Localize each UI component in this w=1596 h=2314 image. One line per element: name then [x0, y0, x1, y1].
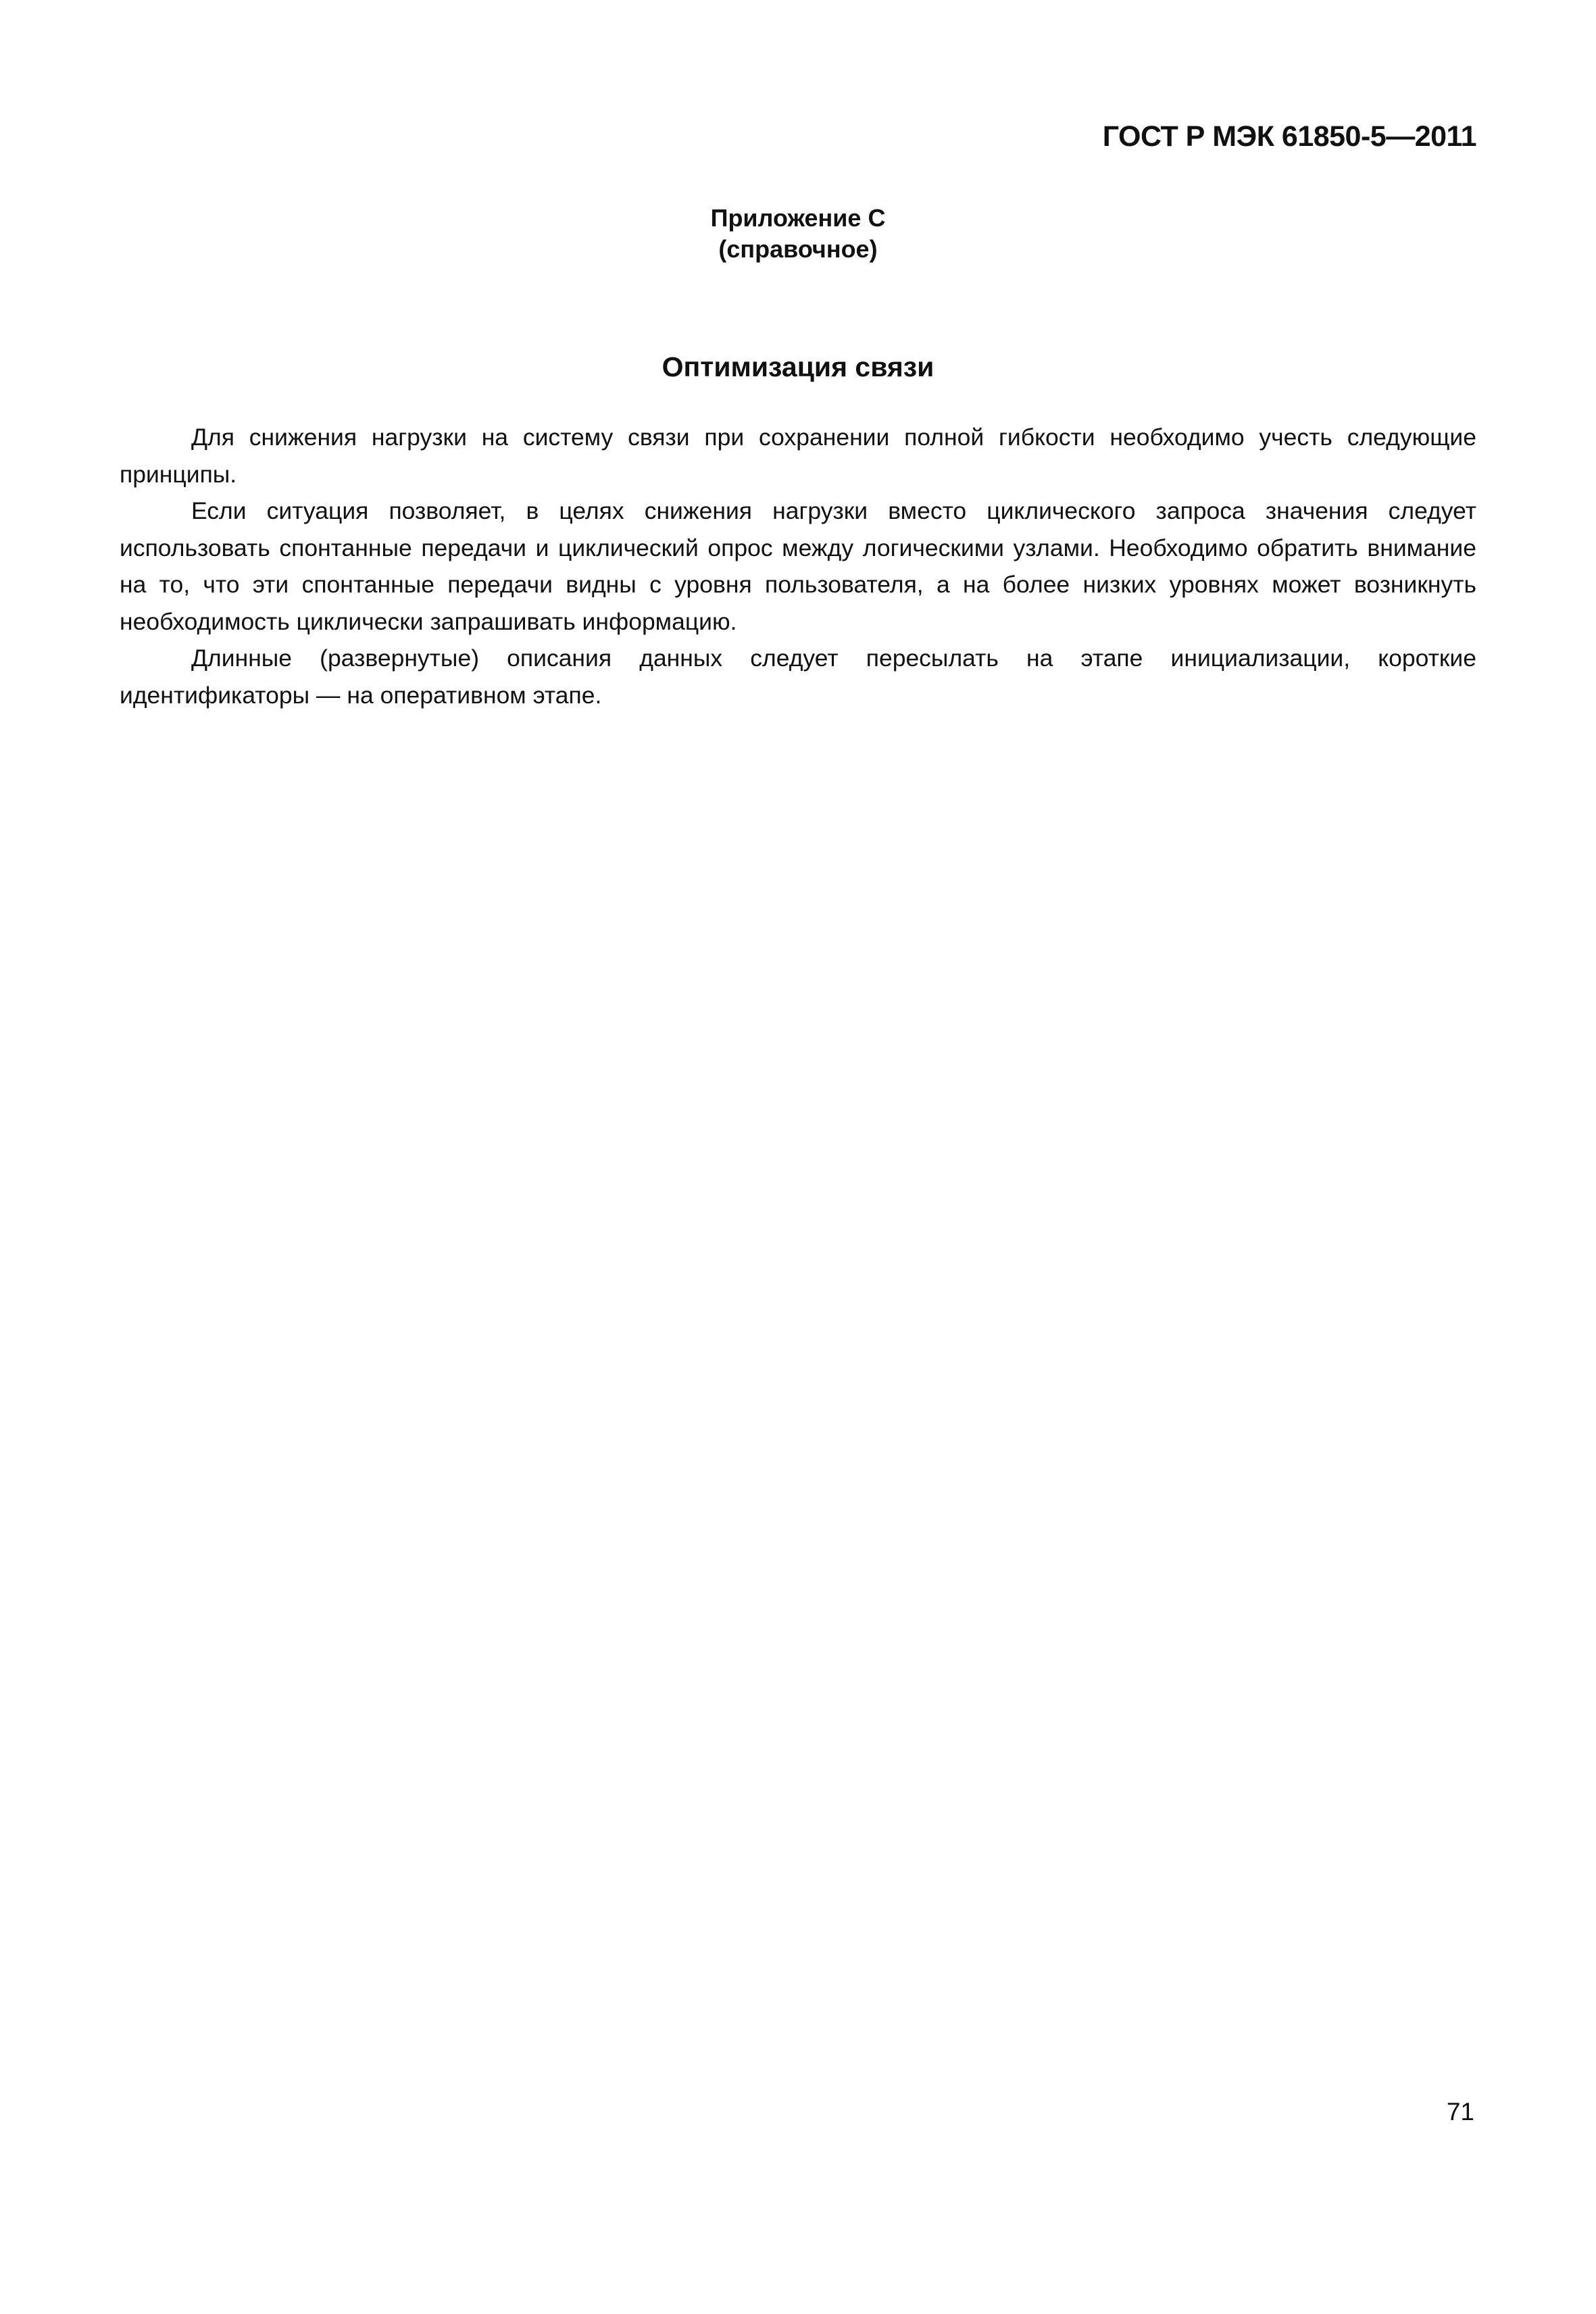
- body-text: [120, 419, 1476, 713]
- paragraph: Длинные (развернутые) описания данных следует пересылать на этапе инициализации, короткие идентификаторы — на оперативном этапе.: [120, 645, 1476, 709]
- paragraph: Если ситуация позволяет, в целях снижения нагрузки вместо циклического запроса значения следует использовать спонтанные передачи и циклический опрос между логическими узлами. Необходимо обратить внимание на то, что эти спонтанные передачи видны с уровня пользователя, а на более низких уровнях может возникнуть необходимость циклически запрашивать информацию.: [120, 497, 1476, 635]
- section-title: Оптимизация связи: [662, 351, 934, 382]
- paragraph: Для снижения нагрузки на систему связи при сохранении полной гибкости необходимо учесть следующие принципы.: [120, 424, 1476, 488]
- annex-title: Приложение С: [710, 204, 886, 232]
- page-number: 71: [1446, 2098, 1474, 2126]
- annex-type: (справочное): [718, 235, 878, 263]
- document-header-code: ГОСТ Р МЭК 61850-5—2011: [1102, 120, 1476, 153]
